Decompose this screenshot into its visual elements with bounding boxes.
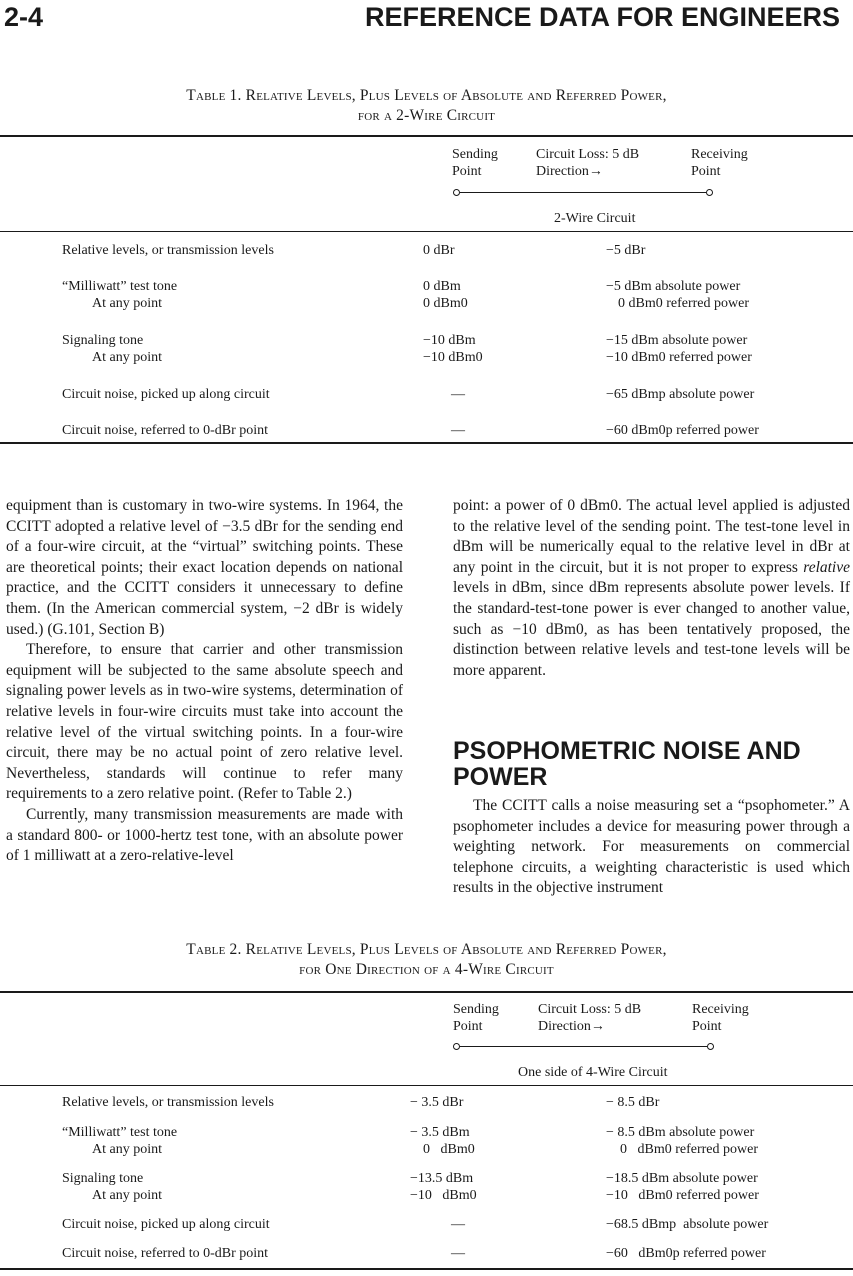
table1-top-rule	[0, 135, 853, 137]
table1-bottom-rule	[0, 442, 853, 444]
direction-label: Direction→	[538, 1019, 605, 1034]
table1-header-rule	[0, 231, 853, 232]
circuit-loss-label: Circuit Loss: 5 dB	[536, 147, 640, 162]
table2-top-rule	[0, 991, 853, 993]
emphasis: relative	[803, 558, 850, 576]
sending-value: 0 dBm0	[423, 1142, 475, 1157]
sending-point-label: Point	[452, 164, 482, 179]
table1-caption-line1: Table 1. Relative Levels, Plus Levels of Absolute and Referred Power,	[186, 87, 667, 104]
sending-value: —	[451, 1217, 465, 1232]
sending-label: Sending	[452, 147, 498, 162]
table2-caption-line2: for One Direction of a 4-Wire Circuit	[299, 961, 554, 978]
row-label: At any point	[92, 1188, 162, 1203]
receiving-value: −10 dBm0 referred power	[606, 350, 752, 365]
receiving-value: −10 dBm0 referred power	[606, 1188, 759, 1203]
sending-point-label: Point	[453, 1019, 483, 1034]
row-label: At any point	[92, 350, 162, 365]
right-column-bottom	[453, 796, 850, 899]
receiving-value: − 8.5 dBm absolute power	[606, 1125, 755, 1140]
table2-caption-line1: Table 2. Relative Levels, Plus Levels of Absolute and Referred Power,	[186, 941, 667, 958]
table2-sending-header	[453, 1001, 499, 1035]
table1-circuit-label: 2-Wire Circuit	[554, 211, 636, 226]
paragraph: equipment than is customary in two-wire systems. In 1964, the CCITT adopted a relative level of −3.5 dBr for the sending end of a four-wire circuit, at the “virtual” switching points. These are theoretical points; their exact location depends on national practice, and the CCITT considers it unnecessary to define them. (In the American commercial system, −2 dBr is widely used.) (G.101, Section B)	[6, 497, 403, 638]
sending-value: —	[451, 1246, 465, 1261]
table1-receiving-header	[691, 146, 748, 180]
table2-bottom-rule	[0, 1268, 853, 1270]
receiving-terminal-icon	[707, 1043, 714, 1050]
sending-value: −13.5 dBm	[410, 1171, 474, 1186]
row-label: “Milliwatt” test tone	[62, 279, 178, 294]
row-label: Relative levels, or transmission levels	[62, 243, 274, 258]
sending-terminal-icon	[453, 1043, 460, 1050]
table1-sending-header	[452, 146, 498, 180]
right-column-top	[453, 496, 850, 681]
receiving-value: 0 dBm0 referred power	[620, 1142, 759, 1157]
table1-caption-line2: for a 2-Wire Circuit	[357, 107, 496, 124]
receiving-value: − 8.5 dBr	[606, 1095, 660, 1110]
table2-circuit-label: One side of 4-Wire Circuit	[518, 1065, 668, 1080]
receiving-value: −68.5 dBmp absolute power	[606, 1217, 769, 1232]
row-label: Signaling tone	[62, 333, 144, 348]
sending-value: − 3.5 dBm	[410, 1125, 470, 1140]
sending-value: —	[451, 387, 465, 402]
text-run: levels in dBm, since dBm represents absolute power levels. If the standard-test-tone power is ever changed to another value, such as −10 dBm0, as has been tentatively proposed, the distinction between relative levels and test-tone levels will be more apparent.	[453, 579, 850, 679]
running-title: REFERENCE DATA FOR ENGINEERS	[364, 2, 840, 32]
sending-value: 0 dBr	[423, 243, 455, 258]
row-label: At any point	[92, 1142, 162, 1157]
sending-value: − 3.5 dBr	[410, 1095, 464, 1110]
receiving-value: 0 dBm0 referred power	[618, 296, 750, 311]
receiving-value: −18.5 dBm absolute power	[606, 1171, 758, 1186]
row-label: Circuit noise, picked up along circuit	[62, 1217, 270, 1232]
row-label: Circuit noise, referred to 0-dBr point	[62, 1246, 269, 1261]
receiving-value: −15 dBm absolute power	[606, 333, 748, 348]
section-heading: PSOPHOMETRIC NOISE AND POWER	[453, 737, 801, 791]
left-column	[6, 496, 403, 867]
receiving-label: Receiving	[692, 1002, 749, 1017]
sending-terminal-icon	[453, 189, 460, 196]
paragraph: The CCITT calls a noise measuring set a “psophometer.” A psophometer includes a device for measuring power through a weighting network. For measurements on commercial telephone circuits, a weighting characteristic is used which results in the objective instrument	[453, 797, 850, 897]
table1-loss-header	[536, 146, 639, 180]
sending-value: —	[451, 423, 465, 438]
circuit-line	[460, 1046, 707, 1047]
sending-value: 0 dBm	[423, 279, 461, 294]
paragraph: Currently, many transmission measurements are made with a standard 800- or 1000-hertz test tone, with an absolute power of 1 milliwatt at a zero-relative-level	[6, 805, 403, 865]
circuit-loss-label: Circuit Loss: 5 dB	[538, 1002, 642, 1017]
table2-loss-header	[538, 1001, 641, 1035]
sending-value: −10 dBm0	[423, 350, 483, 365]
row-label: Signaling tone	[62, 1171, 144, 1186]
page-number: 2-4	[4, 2, 44, 32]
receiving-point-label: Point	[691, 164, 721, 179]
text-run: point: a power of 0 dBm0. The actual level applied is adjusted to the relative level of the sending point. The test-tone level in dBm will be numerically equal to the relative level in dBr at any point in the circuit, but it is not proper to express	[453, 497, 850, 576]
sending-label: Sending	[453, 1002, 499, 1017]
receiving-terminal-icon	[706, 189, 713, 196]
row-label: Circuit noise, picked up along circuit	[62, 387, 270, 402]
receiving-value: −60 dBm0p referred power	[606, 1246, 766, 1261]
sending-value: −10 dBm0	[410, 1188, 477, 1203]
row-label: “Milliwatt” test tone	[62, 1125, 178, 1140]
receiving-value: −60 dBm0p referred power	[606, 423, 759, 438]
row-label: Relative levels, or transmission levels	[62, 1095, 274, 1110]
receiving-label: Receiving	[691, 147, 748, 162]
receiving-value: −5 dBm absolute power	[606, 279, 741, 294]
sending-value: −10 dBm	[423, 333, 476, 348]
direction-label: Direction→	[536, 164, 603, 179]
sending-value: 0 dBm0	[423, 296, 468, 311]
circuit-line	[460, 192, 706, 193]
paragraph: Therefore, to ensure that carrier and other transmission equipment will be subjected to the same absolute speech and signaling power levels as in two-wire systems, determination of relative levels in four-wire circuits must take into account the relative level of the virtual switching points. In a four-wire circuit, there may be no actual point of zero relative level. Nevertheless, standards will continue to refer many requirements to a zero relative point. (Refer to Table 2.)	[6, 641, 403, 803]
receiving-value: −65 dBmp absolute power	[606, 387, 755, 402]
row-label: Circuit noise, referred to 0-dBr point	[62, 423, 269, 438]
row-label: At any point	[92, 296, 162, 311]
table2-receiving-header	[692, 1001, 749, 1035]
receiving-point-label: Point	[692, 1019, 722, 1034]
table2-header-rule	[0, 1085, 853, 1086]
receiving-value: −5 dBr	[606, 243, 646, 258]
paragraph	[453, 496, 850, 681]
